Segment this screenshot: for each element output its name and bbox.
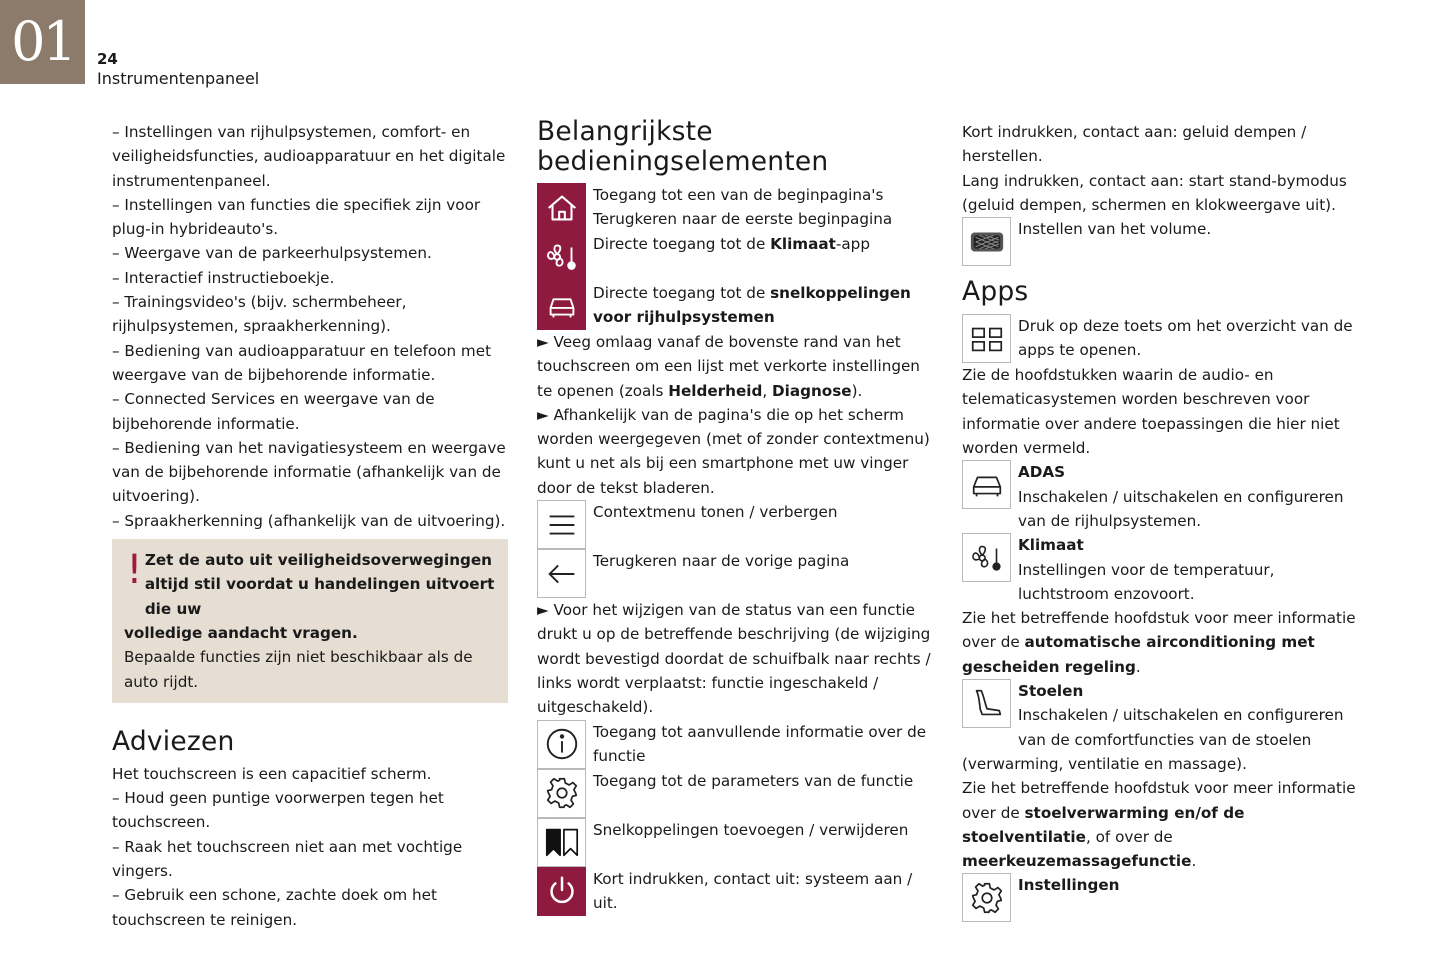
list-item: – Connected Services en weergave van de bijbehorende informatie. xyxy=(112,390,435,433)
info-row xyxy=(537,720,932,769)
back-row xyxy=(537,549,932,598)
advice-heading: Adviezen xyxy=(112,725,235,757)
apps-row xyxy=(962,314,1362,363)
column-right xyxy=(962,120,1362,922)
list-item: – Interactief instructieboekje. xyxy=(112,268,335,287)
seat-icon xyxy=(962,679,1011,728)
seats-text: Inschakelen / uitschakelen en configureren van de comfortfuncties van de stoelen (verwarming, ventilatie en massage). xyxy=(962,706,1344,773)
volume-knob-icon xyxy=(962,217,1011,266)
chapter-number: 01 xyxy=(0,0,85,84)
climate-title: Klimaat xyxy=(1018,536,1084,555)
settings-row xyxy=(962,873,1362,922)
warning-box xyxy=(112,539,508,703)
column-left xyxy=(112,120,508,932)
list-item: – Weergave van de parkeerhulpsystemen. xyxy=(112,244,432,263)
back-arrow-icon xyxy=(537,549,586,598)
volume-text: Instellen van het volume. xyxy=(1018,220,1212,239)
list-item: – Bediening van het navigatiesysteem en weergave van de bijbehorende informatie (afhankelijk van de uitvoering). xyxy=(112,438,506,506)
menu-icon xyxy=(537,500,586,549)
power-icon xyxy=(537,867,586,916)
power-text: Kort indrukken, contact uit: systeem aan / uit. xyxy=(593,869,913,912)
column-middle xyxy=(537,116,932,916)
list-item: – Spraakherkenning (afhankelijk van de uitvoering). xyxy=(112,511,506,530)
bookmark-row xyxy=(537,818,932,867)
controls-heading: Belangrijkste bedieningselementen xyxy=(537,116,829,177)
info-text: Toegang tot aanvullende informatie over de functie xyxy=(593,722,927,765)
swipe-instruction: ► Veeg omlaag vanaf de bovenste rand van het touchscreen om een lijst met verkorte instellingen te openen (zoals Helderheid, Diagnose). xyxy=(537,333,920,400)
seats-title: Stoelen xyxy=(1018,682,1084,701)
gear-icon xyxy=(537,769,586,818)
bookmark-icon xyxy=(537,818,586,867)
params-row xyxy=(537,769,932,818)
volume-row xyxy=(962,217,1362,266)
list-item: Het touchscreen is een capacitief scherm. xyxy=(112,764,432,783)
warning-bold-text: Zet de auto uit veiligheidsoverwegingen altijd stil voordat u handelingen uitvoert die uw xyxy=(144,551,495,618)
adas-row xyxy=(537,281,932,330)
power-long-press: Lang indrukken, contact aan: start stand-bymodus (geluid dempen, schermen en klokweergave uit). xyxy=(962,171,1347,214)
status-instruction: ► Voor het wijzigen van de status van een functie drukt u op de betreffende beschrijving (de wijziging wordt bevestigd doordat de schuifbalk naar rechts / links wordt verplaatst: functie ingeschakeld / uitgeschakeld). xyxy=(537,601,931,717)
apps-description: Zie de hoofdstukken waarin de audio- en telematicasystemen worden beschreven voor informatie over andere toepassingen die hier niet worden vermeld. xyxy=(962,366,1340,458)
warning-bold-text-cont: volledige aandacht vragen. xyxy=(124,623,358,642)
warning-icon: ! xyxy=(126,547,143,594)
settings-title: Instellingen xyxy=(1018,876,1120,895)
bookmark-text: Snelkoppelingen toevoegen / verwijderen xyxy=(593,820,909,839)
climate-row xyxy=(537,232,932,281)
page-number: 24 xyxy=(97,50,118,68)
seats-reference: Zie het betreffende hoofdstuk voor meer informatie over de stoelverwarming en/of de stoelventilatie, of over de meerkeuzemassagefunctie. xyxy=(962,779,1356,871)
adas-text: Directe toegang tot de snelkoppelingen voor rijhulpsystemen xyxy=(593,284,911,327)
scroll-instruction: ► Afhankelijk van de pagina's die op het scherm worden weergegeven (met of zonder contextmenu) kunt u net als bij een smartphone met uw vinger door de tekst bladeren. xyxy=(537,405,930,497)
list-item: – Houd geen puntige voorwerpen tegen het touchscreen. xyxy=(112,789,444,832)
params-text: Toegang tot de parameters van de functie xyxy=(593,771,914,790)
home-row xyxy=(537,183,932,232)
section-title: Instrumentenpaneel xyxy=(97,69,260,88)
adas-text: Inschakelen / uitschakelen en configureren van de rijhulpsystemen. xyxy=(1018,487,1344,530)
list-item: – Trainingsvideo's (bijv. schermbeheer, rijhulpsystemen, spraakherkenning). xyxy=(112,293,407,336)
back-text: Terugkeren naar de vorige pagina xyxy=(593,552,850,571)
menu-text: Contextmenu tonen / verbergen xyxy=(593,503,838,522)
apps-grid-icon xyxy=(962,314,1011,363)
fan-icon xyxy=(962,533,1011,582)
list-item: – Instellingen van rijhulpsystemen, comfort- en veiligheidsfuncties, audioapparatuur en het digitale instrumentenpaneel. xyxy=(112,123,506,190)
home-text-2: Terugkeren naar de eerste beginpagina xyxy=(593,210,893,229)
climate-reference: Zie het betreffende hoofdstuk voor meer informatie over de automatische airconditioning met gescheiden regeling. xyxy=(962,609,1356,676)
power-row xyxy=(537,867,932,916)
list-item: – Bediening van audioapparatuur en telefoon met weergave van de bijbehorende informatie. xyxy=(112,341,492,384)
climate-text: Instellingen voor de temperatuur, luchtstroom enzovoort. xyxy=(1018,560,1275,603)
list-item: – Instellingen van functies die specifiek zijn voor plug-in hybrideauto's. xyxy=(112,195,481,239)
list-item: – Raak het touchscreen niet aan met vochtige vingers. xyxy=(112,837,463,881)
home-text-1: Toegang tot een van de beginpagina's xyxy=(593,186,884,204)
car-icon xyxy=(537,281,586,330)
gear-icon xyxy=(962,873,1011,922)
list-item: – Gebruik een schone, zachte doek om het touchscreen te reinigen. xyxy=(112,886,437,929)
apps-button-text: Druk op deze toets om het overzicht van de apps te openen. xyxy=(1018,317,1353,360)
apps-heading: Apps xyxy=(962,276,1029,308)
fan-icon xyxy=(537,232,586,281)
adas-title: ADAS xyxy=(1018,463,1066,482)
car-icon xyxy=(962,460,1011,509)
info-icon xyxy=(537,720,586,769)
home-icon xyxy=(537,183,586,232)
warning-text: Bepaalde functies zijn niet beschikbaar als de auto rijdt. xyxy=(124,648,473,691)
power-short-press: Kort indrukken, contact aan: geluid dempen / herstellen. xyxy=(962,123,1307,166)
climate-text: Directe toegang tot de Klimaat-app xyxy=(593,235,870,253)
menu-row xyxy=(537,500,932,549)
